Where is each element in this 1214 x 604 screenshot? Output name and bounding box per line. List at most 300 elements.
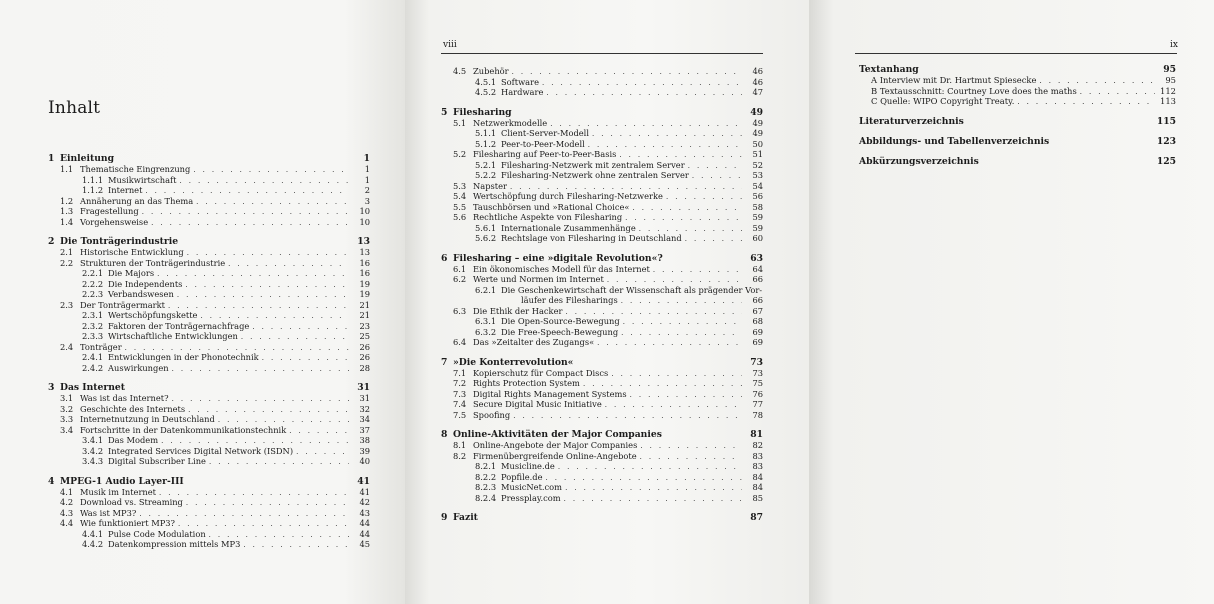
- chapter-number: 6: [441, 252, 448, 264]
- entry-title: Filesharing auf Peer-to-Peer-Basis: [473, 149, 617, 159]
- entry-page: 60: [752, 233, 763, 243]
- entry-number: 4.5.2: [475, 87, 497, 97]
- entry-page: 46: [752, 76, 763, 87]
- chapter-heading: [48, 236, 370, 247]
- entry-number: 5.5: [453, 201, 467, 212]
- entry-page: 1: [364, 164, 370, 174]
- entry-title: Die Geschenkewirtschaft der Wissenschaft als prägender Vor-: [501, 284, 763, 295]
- entry-page: 40: [359, 456, 370, 466]
- entry-title: Hardware: [501, 87, 544, 97]
- entry-number: 7.5: [453, 409, 467, 420]
- entry-title: Spoofing: [473, 409, 511, 420]
- appendix-heading: [859, 64, 1176, 75]
- entry-number: 3.4.3: [82, 456, 104, 466]
- toc-entry: [441, 118, 763, 129]
- toc-entry: [48, 289, 370, 300]
- dot-leader: [179, 176, 349, 187]
- entry-page: 2: [364, 185, 370, 195]
- dot-leader: [546, 473, 742, 484]
- chapter-heading: [441, 107, 763, 118]
- entry-number: 4.2: [60, 497, 74, 507]
- entry-number: 1.4: [60, 216, 74, 227]
- entry-title: Peer-to-Peer-Modell: [501, 138, 585, 149]
- toc-entry: [441, 181, 763, 192]
- dot-leader: [512, 67, 742, 78]
- entry-number: 5.1.1: [475, 128, 497, 138]
- entry-page: 83: [752, 450, 763, 461]
- entry-title: Die Independents: [108, 278, 183, 289]
- toc-entry: [48, 518, 370, 529]
- toc-entry: [441, 66, 763, 77]
- entry-page: 34: [359, 414, 370, 424]
- dot-leader: [623, 317, 742, 328]
- entry-number: 3.3: [60, 414, 74, 424]
- entry-number: 3.4.2: [82, 445, 104, 456]
- entry-page: 44: [359, 518, 370, 528]
- entry-page: 10: [359, 206, 370, 216]
- toc-entry: [441, 482, 763, 493]
- appendix-page: 95: [1163, 64, 1176, 75]
- entry-title: Historische Entwicklung: [80, 247, 184, 257]
- entry-number: 1.2: [60, 195, 74, 206]
- entry-title: Zubehör: [473, 66, 509, 76]
- page-title: Inhalt: [48, 98, 101, 118]
- section-heading: [859, 136, 1176, 147]
- entry-number: 2.1: [60, 247, 74, 257]
- dot-leader: [172, 394, 349, 405]
- toc-entry: [441, 128, 763, 139]
- entry-page: 44: [359, 528, 370, 539]
- entry-page: 113: [1160, 96, 1176, 106]
- toc-entry: [48, 497, 370, 508]
- entry-page: 43: [359, 507, 370, 518]
- entry-number: 3.4: [60, 424, 74, 435]
- toc-entry: [441, 274, 763, 285]
- entry-number: 5.1: [453, 117, 467, 128]
- toc-entry: [48, 425, 370, 436]
- toc-entry: [48, 456, 370, 467]
- entry-page: 38: [359, 435, 370, 445]
- entry-page: 31: [359, 393, 370, 403]
- entry-page: 26: [359, 352, 370, 362]
- entry-title: Pressplay.com: [501, 492, 561, 503]
- dot-leader: [611, 369, 742, 380]
- toc-page-middle: [405, 0, 809, 604]
- entry-title: Internationale Zusammenhänge: [501, 222, 636, 233]
- entry-page: 84: [752, 471, 763, 482]
- chapter-number: 3: [48, 382, 55, 393]
- entry-title: Was ist das Internet?: [80, 393, 169, 403]
- chapter-number: 1: [48, 153, 55, 164]
- dot-leader: [542, 78, 742, 89]
- entry-number: 3.2: [60, 403, 74, 414]
- entry-page: 28: [359, 362, 370, 373]
- entry-number: 2.2: [60, 257, 74, 268]
- dot-leader: [630, 390, 742, 401]
- entry-number: 4.4: [60, 518, 74, 528]
- dot-leader: [172, 364, 349, 375]
- chapter-page: 87: [750, 512, 763, 523]
- running-head: ix: [1170, 40, 1178, 50]
- toc-entry: [441, 191, 763, 202]
- entry-title: Thematische Eingrenzung: [80, 164, 191, 174]
- toc-entry: [48, 508, 370, 519]
- toc-entry-continuation: [441, 295, 763, 306]
- toc-entry: [441, 306, 763, 317]
- spacer: [441, 348, 763, 357]
- entry-page: 51: [752, 149, 763, 159]
- dot-leader: [621, 296, 742, 307]
- entry-page: 66: [752, 274, 763, 284]
- entry-title: Rechtslage von Filesharing in Deutschland: [501, 233, 682, 243]
- dot-leader: [142, 207, 349, 218]
- entry-title: Digital Rights Management Systems: [473, 388, 627, 399]
- entry-number: 5.2.2: [475, 170, 497, 180]
- entry-page: 78: [752, 409, 763, 420]
- header-rule: [855, 53, 1177, 54]
- toc-entry: [441, 368, 763, 379]
- entry-page: 95: [1165, 75, 1176, 85]
- entry-title: Ein ökonomisches Modell für das Internet: [473, 263, 650, 274]
- appendix-entry: [859, 75, 1176, 86]
- entry-page: 45: [359, 539, 370, 549]
- entry-number: 5.2: [453, 149, 467, 159]
- entry-number: 2.3.1: [82, 310, 104, 320]
- dot-leader: [632, 203, 742, 214]
- chapter-heading: [48, 382, 370, 393]
- section-page: 123: [1156, 135, 1176, 147]
- running-head: viii: [443, 40, 457, 50]
- dot-leader: [289, 426, 349, 437]
- spacer: [441, 244, 763, 253]
- toc-entry: [48, 279, 370, 290]
- toc-entry: [48, 393, 370, 404]
- entry-number: 6.3.2: [475, 326, 497, 337]
- entry-number: 5.6.2: [475, 233, 497, 243]
- spacer: [48, 227, 370, 236]
- entry-title: Musikwirtschaft: [108, 174, 177, 185]
- entry-number: 1.3: [60, 206, 74, 216]
- chapter-heading: [441, 429, 763, 440]
- entry-title: Filesharing-Netzwerk mit zentralem Server: [501, 159, 685, 170]
- toc-entry: [48, 321, 370, 332]
- appendix-entry: [859, 96, 1176, 107]
- entry-page: 76: [752, 388, 763, 399]
- toc-entry-wrapped: [441, 285, 763, 306]
- chapter-heading: [441, 253, 763, 264]
- dot-leader: [558, 462, 742, 473]
- entry-number: 8.2.4: [475, 492, 497, 503]
- entry-title: Wertschöpfung durch Filesharing-Netzwerke: [473, 191, 663, 201]
- entry-title: Rechtliche Aspekte von Filesharing: [473, 212, 623, 222]
- section-title: Abbildungs- und Tabellenverzeichnis: [859, 135, 1050, 147]
- entry-number: 6.2.1: [475, 284, 497, 295]
- entry-number: 3.4.1: [82, 435, 104, 445]
- entry-number: 2.4.2: [82, 362, 104, 373]
- entry-page: 46: [752, 66, 763, 76]
- spacer: [859, 107, 1176, 116]
- dot-leader: [296, 447, 349, 458]
- toc-entry: [441, 285, 763, 296]
- entry-page: 82: [752, 440, 763, 450]
- dot-leader: [196, 197, 349, 208]
- chapter-title: Das Internet: [60, 382, 125, 393]
- dot-leader: [1017, 97, 1155, 108]
- toc-entry: [441, 149, 763, 160]
- toc-list: [48, 153, 370, 550]
- dot-leader: [688, 161, 742, 172]
- entry-page: 21: [359, 299, 370, 310]
- entry-title: Datenkompression mittels MP3: [108, 539, 241, 549]
- chapter-title: »Die Konterrevolution«: [453, 356, 574, 368]
- section-heading: [859, 116, 1176, 127]
- chapter-heading: [48, 476, 370, 487]
- entry-number: 8.2.2: [475, 471, 497, 482]
- entry-title: Musicline.de: [501, 461, 555, 471]
- entry-title: Strukturen der Tonträgerindustrie: [80, 257, 226, 268]
- entry-number: 4.3: [60, 507, 74, 518]
- entry-page: 23: [359, 320, 370, 331]
- toc-entry: [441, 451, 763, 462]
- entry-number: 6.4: [453, 337, 467, 347]
- chapter-number: 4: [48, 475, 55, 487]
- entry-number: 6.2: [453, 274, 467, 284]
- entry-page: 49: [752, 117, 763, 128]
- entry-title: Werte und Normen im Internet: [473, 274, 604, 284]
- toc-entry: [48, 487, 370, 498]
- entry-number: 1.1.2: [82, 185, 104, 195]
- toc-entry: [48, 268, 370, 279]
- entry-title: Annäherung an das Thema: [80, 195, 194, 206]
- entry-page: 25: [359, 331, 370, 341]
- chapter-number: 5: [441, 106, 448, 118]
- entry-title: Wirtschaftliche Entwicklungen: [108, 331, 238, 341]
- spacer: [859, 147, 1176, 156]
- entry-title: Online-Angebote der Major Companies: [473, 440, 638, 450]
- entry-number: 7.4: [453, 399, 467, 409]
- entry-page: 10: [359, 216, 370, 227]
- entry-title: Fragestellung: [80, 206, 139, 216]
- dot-leader: [186, 498, 349, 509]
- toc-entry: [48, 404, 370, 415]
- entry-page: 16: [359, 257, 370, 268]
- chapter-page: 63: [750, 252, 763, 264]
- toc-entry: [48, 258, 370, 269]
- dot-leader: [159, 488, 349, 499]
- dot-leader: [592, 129, 742, 140]
- chapter-page: 41: [357, 475, 370, 487]
- entry-number: 7.2: [453, 378, 467, 388]
- toc-list: [859, 64, 1176, 167]
- toc-entry: [441, 170, 763, 181]
- dot-leader: [640, 441, 742, 452]
- dot-leader: [692, 171, 742, 182]
- dot-leader: [262, 353, 349, 364]
- chapter-page: 81: [750, 429, 763, 440]
- entry-number: 2.2.1: [82, 268, 104, 278]
- dot-leader: [546, 88, 742, 99]
- spacer: [48, 373, 370, 382]
- chapter-heading: [48, 153, 370, 164]
- chapter-title: Fazit: [453, 512, 478, 523]
- entry-page: 59: [752, 222, 763, 233]
- entry-title: Digital Subscriber Line: [108, 456, 206, 466]
- entry-title: Internet: [108, 185, 143, 195]
- chapter-number: 2: [48, 236, 55, 247]
- dot-leader: [209, 457, 349, 468]
- entry-title: Download vs. Streaming: [80, 497, 183, 507]
- dot-leader: [653, 265, 742, 276]
- dot-leader: [685, 234, 742, 245]
- entry-number: 1.1: [60, 164, 74, 174]
- entry-title: Vorgehensweise: [80, 216, 149, 227]
- entry-title: Software: [501, 76, 540, 87]
- toc-entry: [441, 399, 763, 410]
- entry-number: 8.1: [453, 440, 467, 450]
- entry-page: 66: [752, 295, 763, 305]
- spacer: [441, 98, 763, 107]
- entry-page: 41: [359, 486, 370, 497]
- toc-entry: [441, 223, 763, 234]
- entry-title: A Interview mit Dr. Hartmut Spiesecke: [871, 75, 1037, 85]
- entry-number: 4.4.1: [82, 528, 104, 539]
- entry-number: 1.1.1: [82, 174, 104, 185]
- toc-entry: [48, 446, 370, 457]
- chapter-heading: [441, 357, 763, 368]
- entry-number: 2.3: [60, 299, 74, 310]
- entry-title: Die Ethik der Hacker: [473, 305, 563, 316]
- appendix-entry: [859, 86, 1176, 97]
- toc-entry: [48, 217, 370, 228]
- entry-number: 5.4: [453, 191, 467, 201]
- entry-page: 56: [752, 191, 763, 201]
- dot-leader: [513, 411, 742, 422]
- section-page: 125: [1156, 155, 1176, 167]
- entry-title: Geschichte des Internets: [80, 403, 186, 414]
- header-rule: [441, 53, 763, 54]
- toc-entry: [48, 539, 370, 550]
- entry-title: Die Open-Source-Bewegung: [501, 316, 620, 326]
- entry-number: 5.1.2: [475, 138, 497, 149]
- entry-number: 2.4.1: [82, 352, 104, 362]
- entry-page: 69: [752, 326, 763, 337]
- entry-page: 37: [359, 424, 370, 435]
- toc-entry: [441, 160, 763, 171]
- entry-page: 83: [752, 461, 763, 471]
- toc-entry: [441, 493, 763, 504]
- toc-entry: [48, 342, 370, 353]
- entry-page: 52: [752, 159, 763, 170]
- toc-entry: [441, 378, 763, 389]
- toc-entry: [48, 247, 370, 258]
- toc-entry: [48, 435, 370, 446]
- entry-title-continued: läufer des Filesharings: [521, 295, 618, 305]
- toc-entry: [441, 212, 763, 223]
- section-page: 115: [1156, 115, 1176, 127]
- entry-number: 4.5: [453, 66, 467, 76]
- entry-title: Wertschöpfungskette: [108, 310, 198, 320]
- entry-title: Das »Zeitalter des Zugangs«: [473, 337, 595, 347]
- toc-entry: [441, 87, 763, 98]
- entry-page: 19: [359, 278, 370, 289]
- toc-entry: [48, 414, 370, 425]
- entry-title: Kopierschutz für Compact Discs: [473, 367, 609, 378]
- dot-leader: [193, 165, 349, 176]
- entry-title: Auswirkungen: [108, 362, 169, 373]
- chapter-title: Online-Aktivitäten der Major Companies: [453, 429, 662, 440]
- entry-title: MusicNet.com: [501, 482, 563, 492]
- entry-page: 19: [359, 289, 370, 299]
- entry-title: Filesharing-Netzwerk ohne zentralen Server: [501, 170, 689, 180]
- entry-number: 2.2.2: [82, 278, 104, 289]
- toc-entry: [48, 164, 370, 175]
- entry-number: 5.6: [453, 212, 467, 222]
- entry-title: Popfile.de: [501, 471, 543, 482]
- entry-page: 50: [752, 138, 763, 149]
- toc-entry: [441, 389, 763, 400]
- entry-page: 84: [752, 482, 763, 492]
- entry-title: Entwicklungen in der Phonotechnik: [108, 352, 259, 362]
- spacer: [441, 503, 763, 512]
- dot-leader: [243, 540, 349, 551]
- dot-leader: [625, 213, 742, 224]
- entry-page: 69: [752, 337, 763, 347]
- entry-number: 7.1: [453, 367, 467, 378]
- dot-leader: [241, 332, 349, 343]
- chapter-title: Filesharing – eine »digitale Revolution«?: [453, 252, 663, 264]
- toc-entry: [441, 472, 763, 483]
- entry-title: Das Modem: [108, 435, 159, 445]
- chapter-number: 8: [441, 429, 448, 440]
- entry-number: 2.2.3: [82, 289, 104, 299]
- entry-page: 21: [359, 310, 370, 320]
- section-title: Abkürzungsverzeichnis: [859, 155, 979, 167]
- entry-title: Die Free-Speech-Bewegung: [501, 326, 619, 337]
- dot-leader: [1080, 87, 1155, 98]
- dot-leader: [621, 328, 742, 339]
- toc-entry: [48, 185, 370, 196]
- entry-title: C Quelle: WIPO Copyright Treaty.: [871, 96, 1015, 106]
- entry-page: 59: [752, 212, 763, 222]
- entry-number: 3.1: [60, 393, 74, 403]
- spacer: [859, 127, 1176, 136]
- toc-entry: [441, 410, 763, 421]
- entry-title: Integrated Services Digital Network (ISDN): [108, 445, 294, 456]
- toc-entry: [48, 310, 370, 321]
- entry-title: Pulse Code Modulation: [108, 528, 206, 539]
- entry-page: 47: [752, 87, 763, 97]
- entry-page: 67: [752, 305, 763, 316]
- dot-leader: [228, 259, 349, 270]
- dot-leader: [666, 192, 742, 203]
- entry-title: Was ist MP3?: [80, 507, 137, 518]
- entry-page: 73: [752, 367, 763, 378]
- entry-page: 77: [752, 399, 763, 409]
- chapter-number: 7: [441, 356, 448, 368]
- toc-entry: [441, 337, 763, 348]
- entry-page: 39: [359, 445, 370, 456]
- entry-number: 4.1: [60, 486, 74, 497]
- entry-number: 6.3: [453, 305, 467, 316]
- entry-title: Secure Digital Music Initiative: [473, 399, 602, 409]
- entry-page: 32: [359, 403, 370, 414]
- entry-page: 42: [359, 497, 370, 507]
- dot-leader: [605, 400, 742, 411]
- toc-entry: [441, 440, 763, 451]
- toc-entry: [441, 316, 763, 327]
- dot-leader: [185, 280, 349, 291]
- entry-title: Fortschritte in der Datenkommunikationstechnik: [80, 424, 287, 435]
